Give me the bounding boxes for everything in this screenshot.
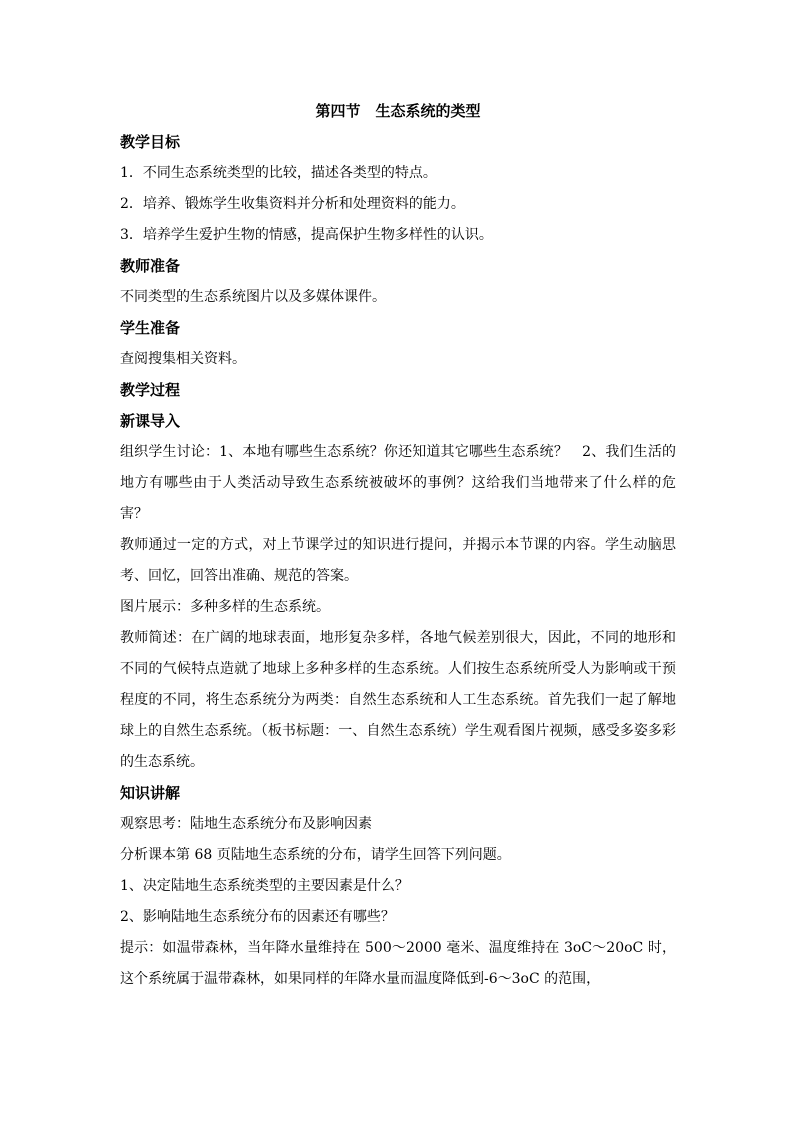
heading-objectives: 教学目标 <box>120 133 181 151</box>
document-page <box>120 96 676 995</box>
question-1: 1、决定陆地生态系统类型的主要因素是什么？ <box>120 878 409 894</box>
page-title: 第四节 生态系统的类型 <box>315 102 481 120</box>
heading-student-prep: 学生准备 <box>120 319 181 337</box>
heading-teaching-process: 教学过程 <box>120 381 181 399</box>
teacher-prep-text: 不同类型的生态系统图片以及多媒体课件。 <box>120 289 386 305</box>
paragraph-teacher-summary: 教师简述：在广阔的地球表面，地形复杂多样，各地气候差别很大，因此，不同的地形和不同的气候特点造就了地球上多种多样的生态系统。人们按生态系统所受人为影响或干预程度的不同，将生态系统分为两类：自然生态系统和人工生态系统。首先我们一起了解地球上的自然生态系统。（板书标题：一、自然生态系统）学生观看图片视频，感受多姿多彩的生态系统。 <box>120 630 676 770</box>
objective-item-2: 2．培养、锻炼学生收集资料并分析和处理资料的能力。 <box>120 196 465 212</box>
paragraph-discussion: 组织学生讨论：1、本地有哪些生态系统？你还知道其它哪些生态系统？ 2、我们生活的地方有哪些由于人类活动导致生态系统被破坏的事例？这给我们当地带来了什么样的危害？ <box>120 444 676 522</box>
heading-lesson-intro: 新课导入 <box>120 412 181 430</box>
heading-teacher-prep: 教师准备 <box>120 257 181 275</box>
objective-item-1: 1．不同生态系统类型的比较，描述各类型的特点。 <box>120 165 437 181</box>
paragraph-hint: 提示：如温带森林，当年降水量维持在 500～2000 毫米、温度维持在 3oC～20oC 时，这个系统属于温带森林，如果同样的年降水量而温度降低到-6～3oC 的范围， <box>120 940 676 987</box>
heading-knowledge: 知识讲解 <box>120 784 181 802</box>
paragraph-image-display: 图片展示：多种多样的生态系统。 <box>120 599 330 615</box>
question-2: 2、影响陆地生态系统分布的因素还有哪些？ <box>120 909 395 925</box>
paragraph-observe: 观察思考：陆地生态系统分布及影响因素 <box>120 816 372 832</box>
student-prep-text: 查阅搜集相关资料。 <box>120 351 246 367</box>
paragraph-analysis: 分析课本第 68 页陆地生态系统的分布，请学生回答下列问题。 <box>120 847 511 863</box>
objective-item-3: 3．培养学生爱护生物的情感，提高保护生物多样性的认识。 <box>120 227 493 243</box>
paragraph-review: 教师通过一定的方式，对上节课学过的知识进行提问，并揭示本节课的内容。学生动脑思考、回忆，回答出准确、规范的答案。 <box>120 537 676 584</box>
